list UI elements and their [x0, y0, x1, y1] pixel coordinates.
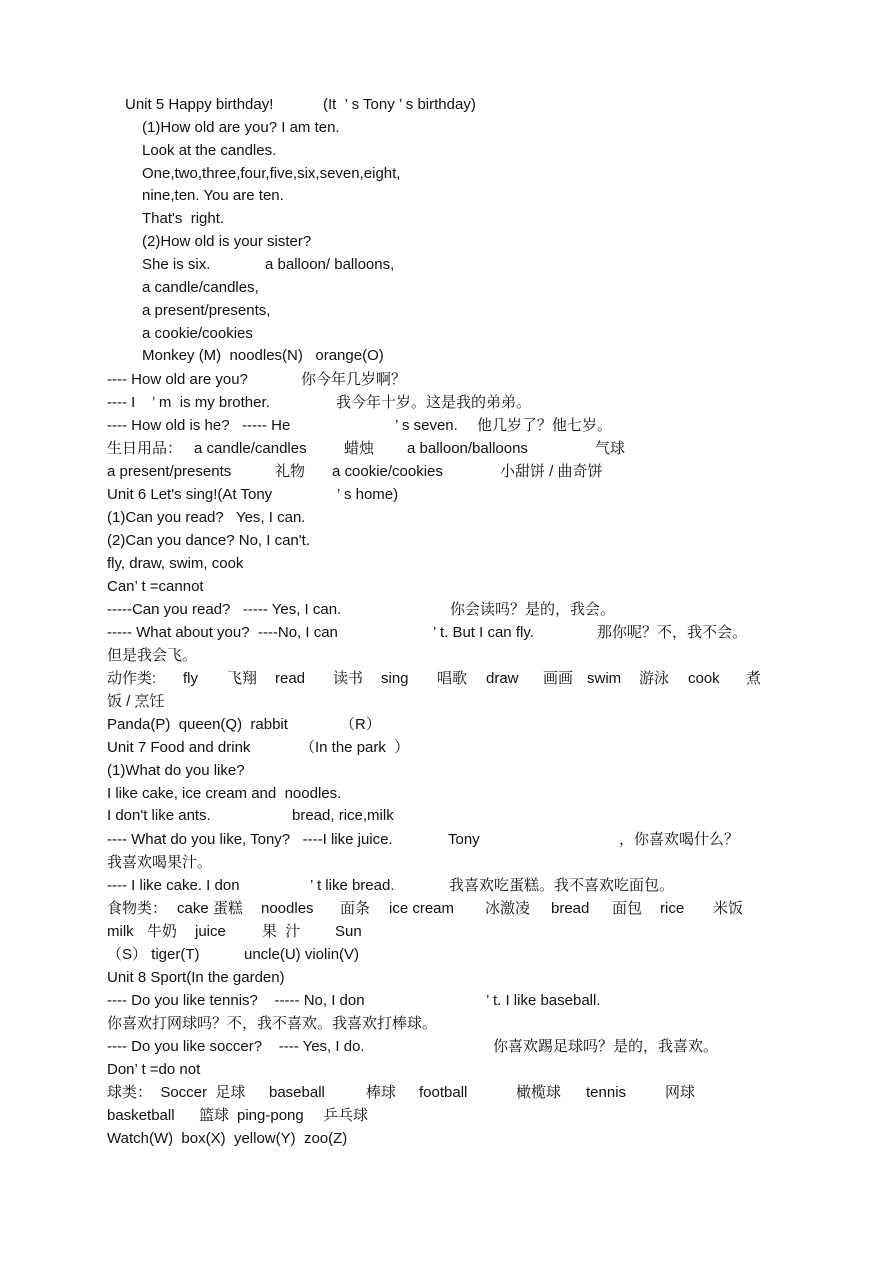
- unit8-heading: Unit 8 Sport(In the garden): [107, 969, 285, 986]
- text-line: One,two,three,four,five,six,seven,eight,: [142, 165, 401, 182]
- vocab-line: basketball 篮球 ping-pong 乒乓球: [107, 1107, 369, 1124]
- text-line: That's right.: [142, 210, 225, 227]
- text-line: 但是我会飞。: [107, 647, 198, 664]
- text-line: (2)Can you dance? No, I can't.: [107, 532, 310, 549]
- text-line: I like cake, ice cream and noodles.: [107, 785, 342, 802]
- vocab-line: a present/presents 礼物 a cookie/cookies 小甜饼 / 曲奇饼: [107, 463, 603, 480]
- unit7-heading: Unit 7 Food and drink （In the park ）: [107, 739, 410, 756]
- dialogue-line: ---- What do you like, Tony? ----I like juice. Tony ，你喜欢喝什么？: [107, 831, 740, 848]
- vocab-line: milk 牛奶 juice 果 汁 Sun: [107, 923, 362, 940]
- text-line: Look at the candles.: [142, 142, 277, 159]
- vocab-line: 食物类： cake 蛋糕 noodles 面条 ice cream 冰激凌 bread 面包 rice 米饭: [107, 900, 744, 917]
- text-line: She is six. a balloon/ balloons,: [142, 256, 395, 273]
- dialogue-line: ---- Do you like soccer? ---- Yes, I do. 你喜欢踢足球吗？是的，我喜欢。: [107, 1038, 719, 1055]
- dialogue-line: ---- How old are you? 你今年几岁啊？: [107, 371, 407, 388]
- text-line: (1)What do you like?: [107, 762, 245, 779]
- unit6-heading: Unit 6 Let's sing!(At Tony ’ s home): [107, 486, 399, 503]
- text-line: fly, draw, swim, cook: [107, 555, 244, 572]
- text-line: a candle/candles,: [142, 279, 259, 296]
- dialogue-line: ---- How old is he? ----- He ’ s seven. 他几岁了？他七岁。: [107, 417, 613, 434]
- text-line: a present/presents,: [142, 302, 271, 319]
- vocab-line: 生日用品： a candle/candles 蜡烛 a balloon/balloons 气球: [107, 440, 626, 457]
- vocab-line: 动作类: fly 飞翔 read 读书 sing 唱歌 draw 画画 swim 游泳 cook 煮: [107, 670, 762, 687]
- text-line: nine,ten. You are ten.: [142, 187, 284, 204]
- text-line: (2)How old is your sister?: [142, 233, 312, 250]
- text-line: Don’ t =do not: [107, 1061, 201, 1078]
- dialogue-line: ----- What about you? ----No, I can ’ t. But I can fly. 那你呢？不，我不会。: [107, 624, 748, 641]
- text-line: （S） tiger(T) uncle(U) violin(V): [107, 946, 360, 963]
- dialogue-line: -----Can you read? ----- Yes, I can. 你会读吗？是的，我会。: [107, 601, 616, 618]
- text-line: Panda(P) queen(Q) rabbit （R）: [107, 716, 381, 733]
- text-line: 饭 / 烹饪: [107, 693, 165, 710]
- text-line: a cookie/cookies: [142, 325, 253, 342]
- text-line: (1)How old are you? I am ten.: [142, 119, 340, 136]
- dialogue-line: ---- I ’ m is my brother. 我今年十岁。这是我的弟弟。: [107, 394, 532, 411]
- text-line: (1)Can you read? Yes, I can.: [107, 509, 306, 526]
- vocab-line: 球类： Soccer 足球 baseball 棒球 football 橄榄球 tennis 网球: [107, 1084, 696, 1101]
- dialogue-line: ---- Do you like tennis? ----- No, I don ’ t. I like baseball.: [107, 992, 601, 1009]
- text-line: 我喜欢喝果汁。: [107, 854, 213, 871]
- text-line: I don't like ants. bread, rice,milk: [107, 807, 394, 824]
- unit5-heading: Unit 5 Happy birthday! (It ’ s Tony ’ s birthday): [125, 96, 476, 113]
- text-line: Can’ t =cannot: [107, 578, 204, 595]
- dialogue-line: ---- I like cake. I don ’ t like bread. 我喜欢吃蛋糕。我不喜欢吃面包。: [107, 877, 675, 894]
- text-line: Monkey (M) noodles(N) orange(O): [142, 347, 384, 364]
- text-line: 你喜欢打网球吗？不，我不喜欢。我喜欢打棒球。: [107, 1015, 438, 1032]
- text-line: Watch(W) box(X) yellow(Y) zoo(Z): [107, 1130, 348, 1147]
